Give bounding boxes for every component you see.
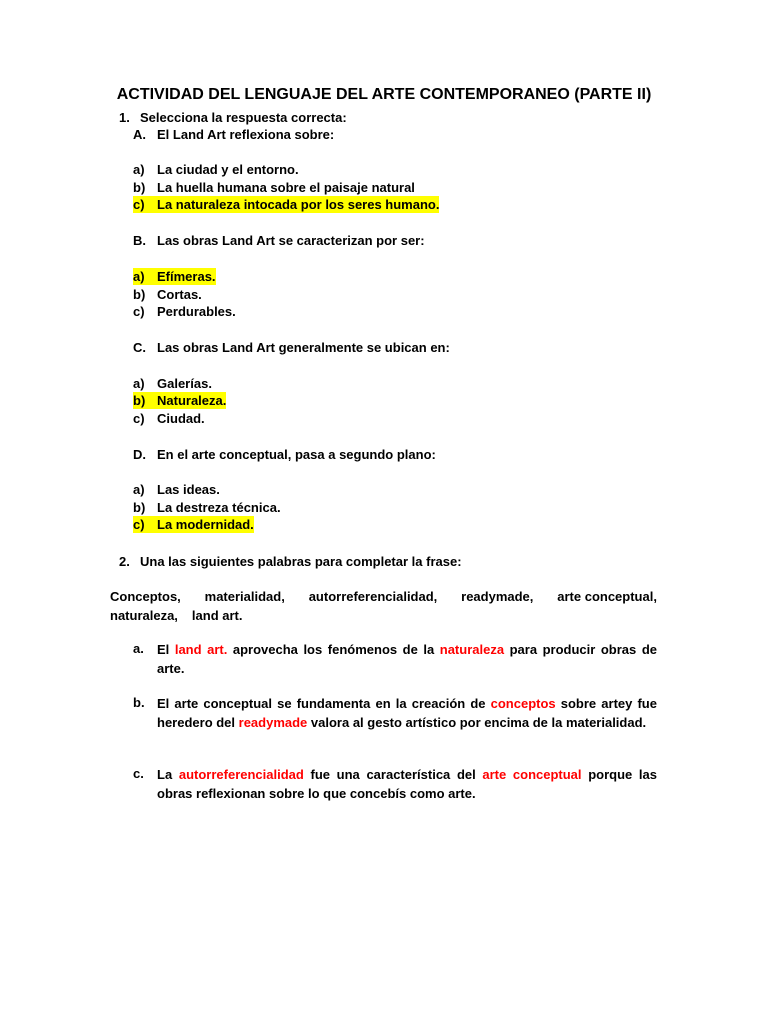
option-d-b [133,499,281,516]
text-segment: sobre artey fue heredero del [157,696,657,730]
option-marker: c) [133,304,145,319]
word-bank-word: land art. [191,607,243,623]
text-segment: valora al gesto artístico por encima de la materialidad. [307,714,647,730]
item-label: b. [133,695,145,710]
section2-number: 2. [119,554,130,569]
text-segment: La [157,767,179,782]
option-b-c [133,303,236,320]
answer-word: naturaleza [439,642,505,657]
page-title: ACTIVIDAD DEL LENGUAJE DEL ARTE CONTEMPORANEO (PARTE II) [116,86,652,103]
question-letter: C. [133,340,146,355]
option-text: La modernidad. [157,517,254,532]
option-text: Perdurables. [157,304,236,319]
option-text: Las ideas. [157,482,220,497]
item-text [157,766,657,803]
option-text: Efímeras. [157,269,216,284]
section1-number: 1. [119,110,130,125]
option-text: Cortas. [157,287,202,302]
option-d-a [133,481,220,498]
question-text: En el arte conceptual, pasa a segundo plano: [157,447,436,462]
text-segment: El arte conceptual se fundamenta en la creación de [157,696,491,711]
option-c-b-highlighted [133,392,226,409]
option-marker: b) [133,287,146,302]
option-a-a [133,161,299,178]
answer-word: land art. [174,642,228,657]
option-marker: c) [133,411,145,426]
option-marker: a) [133,162,145,177]
word-bank-line-2 [110,607,657,626]
question-text: Las obras Land Art generalmente se ubican en: [157,340,450,355]
question-b [133,232,425,249]
question-text: Las obras Land Art se caracterizan por ser: [157,233,425,248]
section1-heading [119,109,347,126]
section1-heading-text: Selecciona la respuesta correcta: [140,110,347,125]
word-bank-word: autorreferencialidad, [308,589,438,604]
option-marker: a) [133,482,145,497]
answer-word: conceptos [490,696,556,711]
text-segment: porque las obras reflexionan sobre lo que concebís como arte. [157,767,657,801]
option-marker: b) [133,393,146,408]
option-marker: a) [133,269,145,284]
text-segment: El [157,642,175,657]
word-bank-word: readymade, [461,589,534,604]
question-d [133,446,436,463]
item-label: c. [133,766,144,781]
word-bank-word: Conceptos, [110,589,181,604]
option-text: La ciudad y el entorno. [157,162,299,177]
option-text: La naturaleza intocada por los seres humano. [157,197,440,212]
text-segment: aprovecha los fenómenos de la [227,642,440,657]
option-text: La huella humana sobre el paisaje natural [157,180,415,195]
word-bank [110,588,657,625]
answer-word: autorreferencialidad [178,767,304,782]
answer-word: readymade [238,714,308,730]
text-segment: para producir obras de arte. [157,642,657,676]
option-c-a [133,375,212,392]
option-a-b [133,179,415,196]
item-label: a. [133,641,144,656]
text-segment: fue una característica del [303,767,483,782]
option-d-c-highlighted [133,516,254,533]
option-text: Galerías. [157,376,212,391]
option-marker: b) [133,500,146,515]
section2-heading-text: Una las siguientes palabras para completar la frase: [140,554,462,569]
item-text [157,695,657,732]
option-text: Ciudad. [157,411,205,426]
option-marker: c) [133,517,145,532]
word-bank-word: materialidad, [204,589,285,604]
question-letter: B. [133,233,146,248]
option-text: Naturaleza. [157,393,227,408]
option-b-b [133,286,202,303]
question-letter: D. [133,447,146,462]
option-a-c-highlighted [133,196,439,213]
word-bank-word: naturaleza, [110,607,178,623]
option-c-c [133,410,205,427]
word-bank-word: arte conceptual, [557,589,657,604]
item-text [157,641,657,678]
question-c [133,339,450,356]
question-a [133,126,334,143]
option-text: La destreza técnica. [157,500,281,515]
option-b-a-highlighted [133,268,216,285]
option-marker: b) [133,180,146,195]
answer-word: arte conceptual [482,767,582,782]
option-marker: c) [133,197,145,212]
word-bank-line-1 [110,588,657,607]
section2-heading [119,553,462,570]
question-text: El Land Art reflexiona sobre: [157,127,335,142]
option-marker: a) [133,376,145,391]
question-letter: A. [133,127,146,142]
